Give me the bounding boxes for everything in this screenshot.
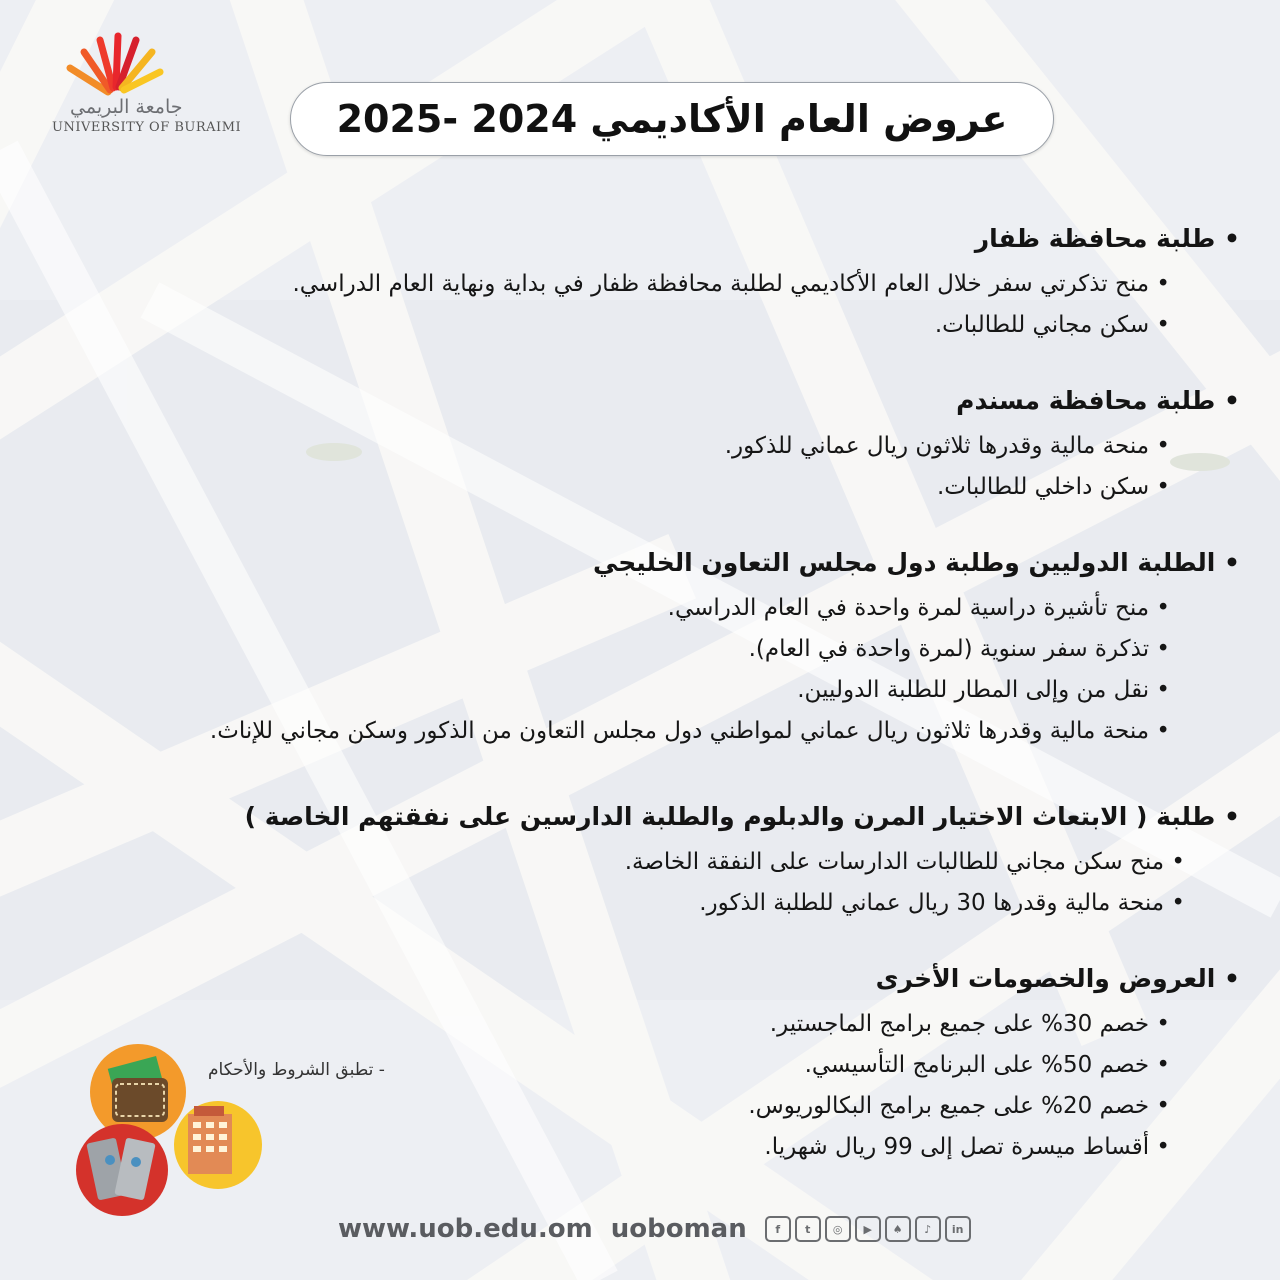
section-dhofar xyxy=(292,222,1240,346)
section-heading: • الطلبة الدوليين وطلبة دول مجلس التعاون الخليجي xyxy=(210,546,1240,580)
linkedin-icon[interactable]: in xyxy=(945,1216,971,1242)
wallet-icon xyxy=(90,1044,186,1140)
youtube-icon[interactable]: ▶ xyxy=(855,1216,881,1242)
terms-note: - تطبق الشروط والأحكام xyxy=(208,1060,385,1080)
footer xyxy=(338,1214,971,1244)
section-international-gcc xyxy=(210,546,1240,752)
facebook-icon[interactable]: f xyxy=(765,1216,791,1242)
list-item: • خصم 50% على البرنامج التأسيسي. xyxy=(748,1045,1170,1086)
list-item: • خصم 20% على جميع برامج البكالوريوس. xyxy=(748,1086,1170,1127)
section-scholarship-diploma xyxy=(245,800,1240,924)
list-item: • نقل من وإلى المطار للطلبة الدوليين. xyxy=(210,670,1170,711)
section-heading: • طلبة ( الابتعاث الاختيار المرن والدبلوم والطلبة الدارسين على نفقتهم الخاصة ) xyxy=(245,800,1240,834)
list-item: • أقساط ميسرة تصل إلى 99 ريال شهريا. xyxy=(748,1127,1170,1168)
social-handle: uoboman xyxy=(610,1214,747,1244)
twitter-icon[interactable]: t xyxy=(795,1216,821,1242)
page-title: عروض العام الأكاديمي 2024 -2025 xyxy=(336,97,1008,141)
list-item: • سكن مجاني للطالبات. xyxy=(292,305,1170,346)
social-icons xyxy=(765,1216,971,1242)
hotel-icon xyxy=(174,1101,262,1189)
instagram-icon[interactable]: ◎ xyxy=(825,1216,851,1242)
section-heading: • العروض والخصومات الأخرى xyxy=(748,962,1240,996)
list-item: • منح تذكرتي سفر خلال العام الأكاديمي لطلبة محافظة ظفار في بداية ونهاية العام الدراسي. xyxy=(292,264,1170,305)
logo-arabic-name: جامعة البريمي xyxy=(70,96,183,118)
tiktok-icon[interactable]: ♪ xyxy=(915,1216,941,1242)
list-item: • منح سكن مجاني للطالبات الدارسات على النفقة الخاصة. xyxy=(245,842,1185,883)
snapchat-icon[interactable]: ♠ xyxy=(885,1216,911,1242)
logo-english-name: UNIVERSITY OF BURAIMI xyxy=(52,120,242,135)
list-item: • منح تأشيرة دراسية لمرة واحدة في العام الدراسي. xyxy=(210,588,1170,629)
list-item: • منحة مالية وقدرها ثلاثون ريال عماني لمواطني دول مجلس التعاون من الذكور وسكن مجاني للإناث. xyxy=(210,711,1170,752)
list-item: • منحة مالية وقدرها ثلاثون ريال عماني للذكور. xyxy=(725,426,1170,467)
section-heading: • طلبة محافظة ظفار xyxy=(292,222,1240,256)
section-musandam xyxy=(725,384,1240,508)
list-item: • خصم 30% على جميع برامج الماجستير. xyxy=(748,1004,1170,1045)
list-item: • منحة مالية وقدرها 30 ريال عماني للطلبة الذكور. xyxy=(245,883,1185,924)
offers-illustration xyxy=(70,1040,270,1220)
section-other-offers xyxy=(748,962,1240,1168)
website-link[interactable]: www.uob.edu.om xyxy=(338,1214,593,1244)
list-item: • تذكرة سفر سنوية (لمرة واحدة في العام). xyxy=(210,629,1170,670)
list-item: • سكن داخلي للطالبات. xyxy=(725,467,1170,508)
ticket-icon xyxy=(76,1124,168,1216)
title-banner xyxy=(290,82,1054,156)
section-heading: • طلبة محافظة مسندم xyxy=(725,384,1240,418)
